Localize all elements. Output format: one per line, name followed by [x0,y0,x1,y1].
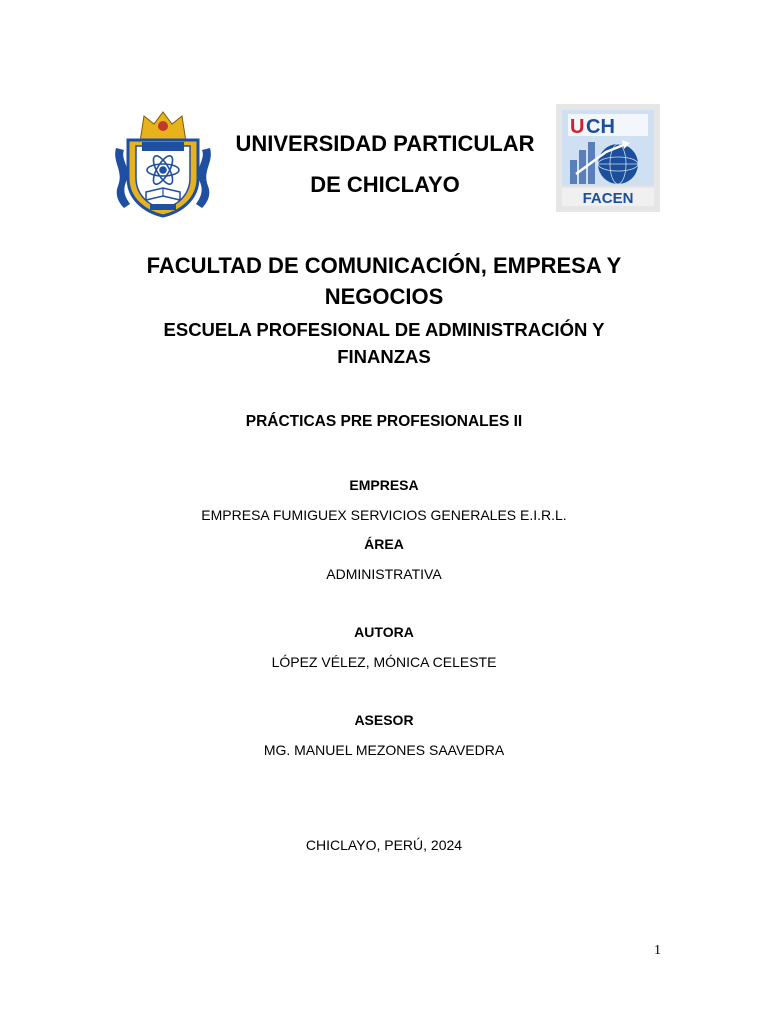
place-date: CHICLAYO, PERÚ, 2024 [305,837,463,853]
university-name-line2: DE CHICLAYO [310,172,460,197]
facen-logo-icon [556,104,660,212]
faculty-line1: FACULTAD DE COMUNICACIÓN, EMPRESA Y [146,253,622,278]
area-value: ADMINISTRATIVA [326,566,442,582]
author-label: AUTORA [354,624,414,640]
author-value: LÓPEZ VÉLEZ, MÓNICA CELESTE [271,654,497,670]
company-value: EMPRESA FUMIGUEX SERVICIOS GENERALES E.I.R.L. [201,507,567,523]
company-label: EMPRESA [349,477,419,493]
course-title: PRÁCTICAS PRE PROFESIONALES II [245,413,523,430]
school-title [0,316,768,370]
page-number: 1 [654,943,661,958]
school-line2: FINANZAS [337,346,431,367]
area-label: ÁREA [364,536,404,552]
faculty-line2: NEGOCIOS [324,284,444,309]
university-name-line1: UNIVERSIDAD PARTICULAR [235,131,535,156]
faculty-title [0,250,768,312]
facen-logo-text: FACEN [582,190,634,207]
school-line1: ESCUELA PROFESIONAL DE ADMINISTRACIÓN Y [163,319,605,340]
svg-text:CH: CH [586,116,615,138]
advisor-value: MG. MANUEL MEZONES SAAVEDRA [263,742,505,758]
university-seal-icon [110,108,216,220]
svg-text:U: U [570,116,585,138]
advisor-label: ASESOR [354,712,414,728]
